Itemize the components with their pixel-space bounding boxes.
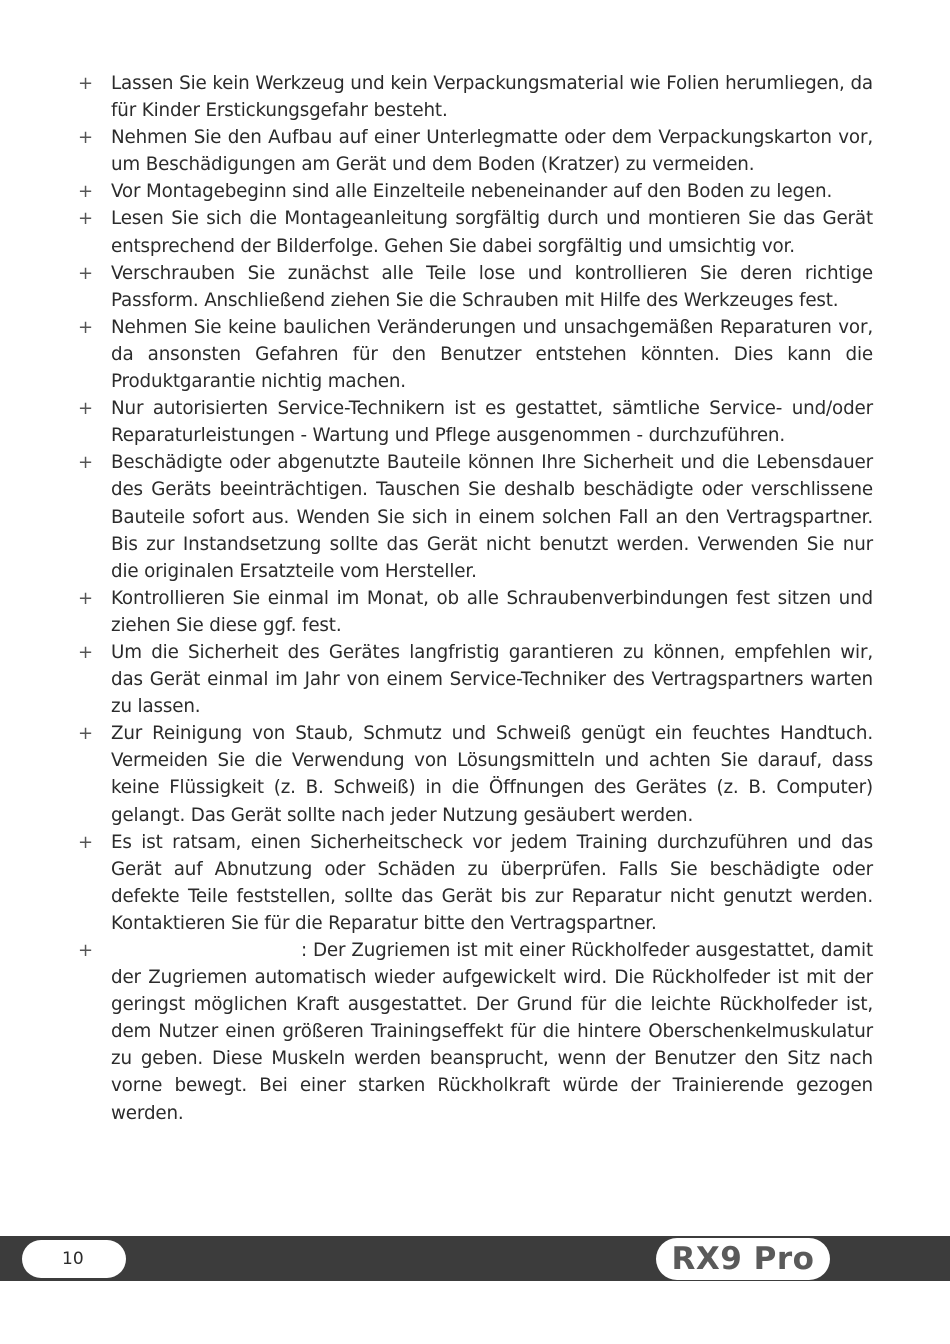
safety-instructions-list (78, 70, 873, 1127)
plus-icon: + (78, 181, 93, 203)
list-item (78, 829, 873, 937)
list-item (78, 260, 873, 314)
plus-icon: + (78, 831, 93, 853)
list-item-text: Nehmen Sie den Aufbau auf einer Unterlegmatte oder dem Verpackungskarton vor, um Beschädigungen am Gerät und dem Boden (Kratzer) zu vermeiden. (111, 127, 873, 176)
plus-icon: + (78, 452, 93, 474)
list-item-text: Nur autorisierten Service-Technikern ist es gestattet, sämtliche Service- und/oder Reparaturleistungen - Wartung und Pflege ausgenommen - durchzuführen. (111, 398, 873, 447)
list-item (78, 124, 873, 178)
plus-icon: + (78, 940, 93, 961)
page-number: 10 (22, 1240, 126, 1278)
footer-bar (0, 1236, 950, 1281)
model-name-badge: RX9 Pro (656, 1238, 830, 1280)
list-item-text: Lesen Sie sich die Montageanleitung sorgfältig durch und montieren Sie das Gerät entsprechend der Bilderfolge. Gehen Sie dabei sorgfältig und umsichtig vor. (111, 208, 873, 257)
list-item-text: : Der Zugriemen ist mit einer Rückholfeder ausgestattet, damit der Zugriemen automatisch wieder aufgewickelt wird. Die Rückholfeder ist mit der geringst möglichen Kraft ausgestattet. Der Grund für die leichte Rückholfeder ist, dem Nutzer einen größeren Trainingseffekt für die hintere Oberschenkelmuskulatur zu geben. Diese Muskeln werden beansprucht, wenn der Benutzer den Sitz nach vorne bewegt. Bei einer starken Rückholkraft würde der Trainierende gezogen werden. (111, 940, 873, 1124)
plus-icon: + (78, 262, 93, 284)
list-item-text: Lassen Sie kein Werkzeug und kein Verpackungsmaterial wie Folien herumliegen, da für Kinder Erstickungsgefahr besteht. (111, 73, 873, 122)
plus-icon: + (78, 587, 93, 609)
plus-icon: + (78, 127, 93, 149)
plus-icon: + (78, 723, 93, 745)
plus-icon: + (78, 398, 93, 420)
list-item (78, 205, 873, 259)
list-item (78, 395, 873, 449)
plus-icon: + (78, 641, 93, 663)
plus-icon: + (78, 73, 93, 94)
list-item-text: Beschädigte oder abgenutzte Bauteile können Ihre Sicherheit und die Lebensdauer des Geräts beeinträchtigen. Tauschen Sie deshalb beschädigte oder verschlissene Bauteile sofort aus. Wenden Sie sich in einem solchen Fall an den Vertragspartner. Bis zur Instandsetzung sollte das Gerät nicht benutzt werden. Verwenden Sie nur die originalen Ersatzteile vom Hersteller. (111, 452, 873, 582)
list-item-text: Nehmen Sie keine baulichen Veränderungen und unsachgemäßen Reparaturen vor, da ansonsten Gefahren für den Benutzer entstehen könnten. Dies kann die Produktgarantie nichtig machen. (111, 316, 873, 393)
list-item (78, 720, 873, 828)
list-item-text: Zur Reinigung von Staub, Schmutz und Schweiß genügt ein feuchtes Handtuch. Vermeiden Sie die Verwendung von Lösungsmitteln und achten Sie darauf, dass keine Flüssigkeit (z. B. Schweiß) in die Öffnungen des Gerätes (z. B. Computer) gelangt. Das Gerät sollte nach jeder Nutzung gesäubert werden. (111, 723, 873, 826)
list-item (78, 70, 873, 124)
plus-icon: + (78, 208, 93, 230)
list-item (78, 585, 873, 639)
list-item (78, 178, 873, 205)
list-item-text: Verschrauben Sie zunächst alle Teile lose und kontrollieren Sie deren richtige Passform. Anschließend ziehen Sie die Schrauben mit Hilfe des Werkzeuges fest. (111, 262, 873, 311)
list-item-text: Kontrollieren Sie einmal im Monat, ob alle Schraubenverbindungen fest sitzen und ziehen Sie diese ggf. fest. (111, 587, 873, 636)
list-item-text: Es ist ratsam, einen Sicherheitscheck vor jedem Training durchzuführen und das Gerät auf Abnutzung oder Schäden zu überprüfen. Falls Sie beschädigte oder defekte Teile feststellen, sollte das Gerät bis zur Reparatur nicht genutzt werden. Kontaktieren Sie für die Reparatur bitte den Vertragspartner. (111, 831, 873, 934)
list-item-text: Vor Montagebeginn sind alle Einzelteile nebeneinander auf den Boden zu legen. (111, 181, 833, 203)
list-item (78, 937, 873, 1127)
list-item (78, 639, 873, 720)
plus-icon: + (78, 316, 93, 338)
list-item-text: Um die Sicherheit des Gerätes langfristig garantieren zu können, empfehlen wir, das Gerät einmal im Jahr von einem Service-Techniker des Vertragspartners warten zu lassen. (111, 641, 873, 718)
list-item (78, 449, 873, 584)
list-item (78, 314, 873, 395)
